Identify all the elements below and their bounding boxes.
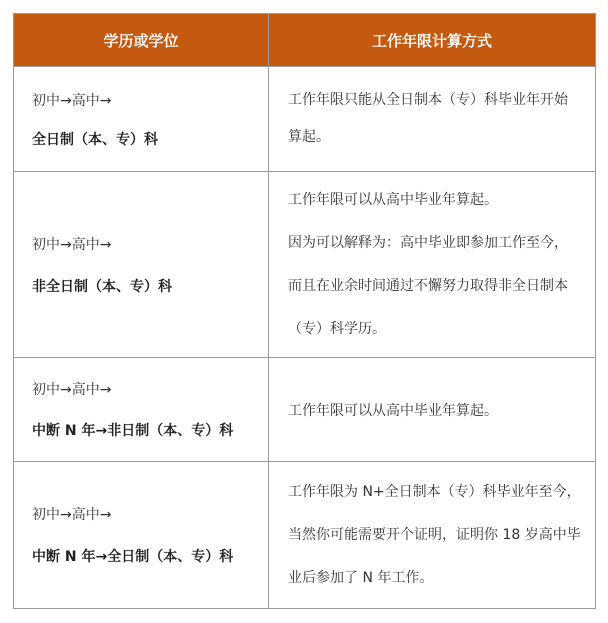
education-type: 全日制（本、专）科 xyxy=(32,131,158,148)
education-type: 中断 N 年→非日制（本、专）科 xyxy=(32,423,234,439)
education-path: 初中→高中→ xyxy=(32,236,112,253)
table-row xyxy=(14,358,596,462)
method-text-line: 因为可以解释为：高中毕业即参加工作至今， xyxy=(288,234,568,251)
education-path: 初中→高中→ xyxy=(32,382,112,398)
method-text-line: 工作年限为 N+全日制本（专）科毕业年至今， xyxy=(288,483,581,500)
method-cell xyxy=(269,358,596,462)
education-type: 中断 N 年→全日制（本、专）科 xyxy=(32,549,234,565)
header-education: 学历或学位 xyxy=(14,14,269,67)
education-path: 初中→高中→ xyxy=(32,507,112,523)
education-cell xyxy=(14,462,269,609)
method-text-line: 算起。 xyxy=(288,129,330,145)
method-text-line: 工作年限可以从高中毕业年算起。 xyxy=(288,402,498,419)
method-text-line: 业后参加了 N 年工作。 xyxy=(288,569,434,586)
method-text-line: 而且在业余时间通过不懈努力取得非全日制本 xyxy=(288,277,568,294)
header-calculation-method: 工作年限计算方式 xyxy=(269,14,596,67)
method-cell xyxy=(269,67,596,172)
method-text-line: 工作年限可以从高中毕业年算起。 xyxy=(288,191,498,208)
education-cell xyxy=(14,172,269,358)
method-cell xyxy=(269,172,596,358)
education-cell xyxy=(14,358,269,462)
education-cell xyxy=(14,67,269,172)
work-years-table xyxy=(13,13,596,609)
education-type: 非全日制（本、专）科 xyxy=(32,278,172,295)
table-body xyxy=(14,67,596,609)
method-text-line: （专）科学历。 xyxy=(288,320,386,337)
method-cell xyxy=(269,462,596,609)
method-text-line: 工作年限只能从全日制本（专）科毕业年开始 xyxy=(288,92,568,108)
table-row xyxy=(14,172,596,358)
table-row xyxy=(14,67,596,172)
table-row xyxy=(14,462,596,609)
method-text-line: 当然你可能需要开个证明，证明你 18 岁高中毕 xyxy=(288,526,581,543)
education-path: 初中→高中→ xyxy=(32,92,112,109)
header-row xyxy=(14,14,596,67)
table-header xyxy=(14,14,596,67)
